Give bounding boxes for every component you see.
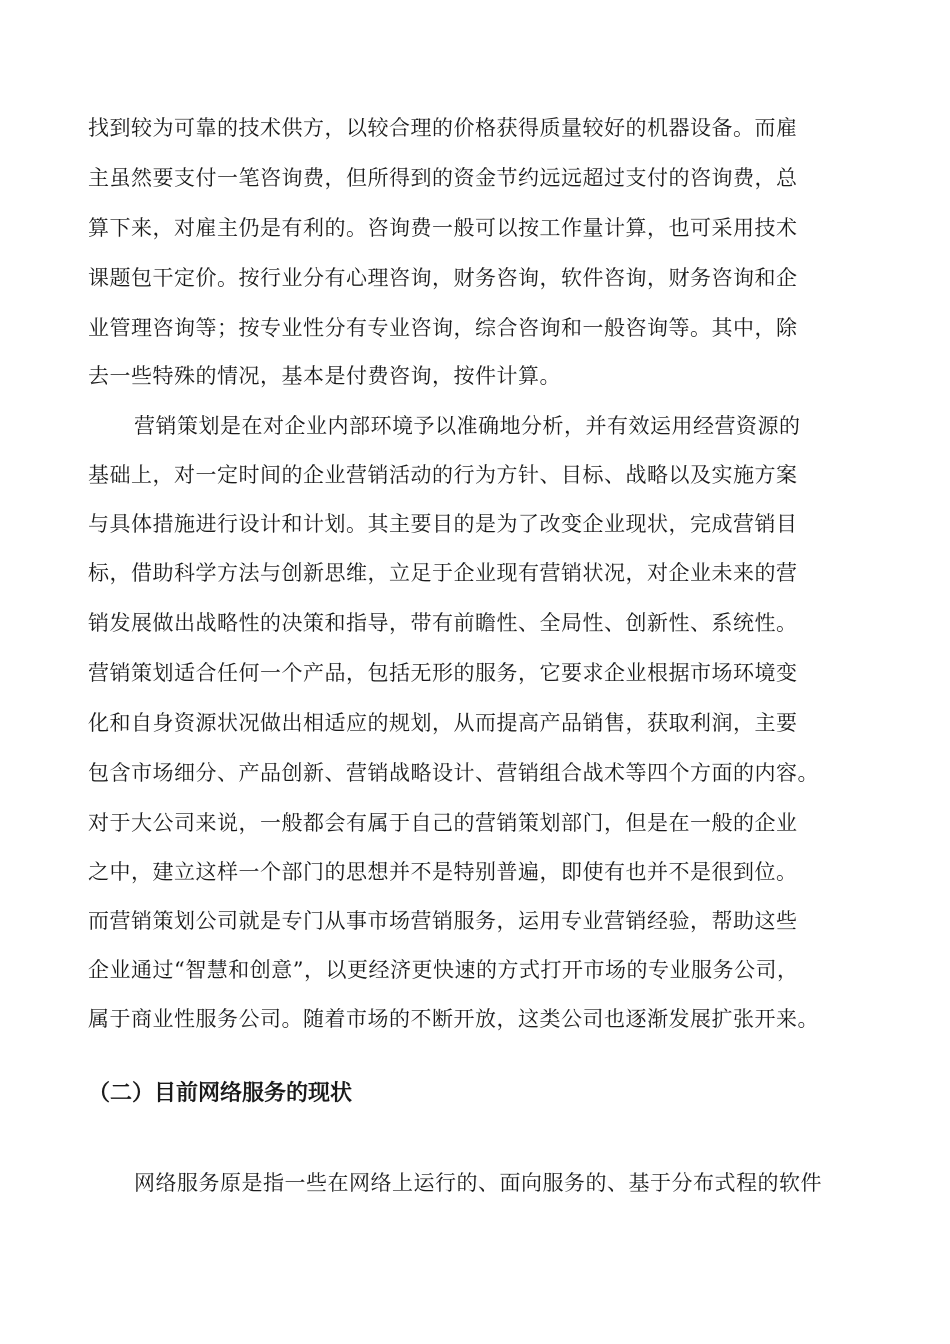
paragraph-2-line-5: 销发展做出战略性的决策和指导，带有前瞻性、全局性、创新性、系统性。 <box>88 611 798 635</box>
paragraph-3-line-1: 网络服务原是指一些在网络上运行的、面向服务的、基于分布式程的软件 <box>134 1171 822 1195</box>
paragraph-2-line-4: 标，借助科学方法与创新思维，立足于企业现有营销状况，对企业未来的营 <box>88 561 798 585</box>
paragraph-2-line-6: 营销策划适合任何一个产品，包括无形的服务，它要求企业根据市场环境变 <box>88 661 798 685</box>
paragraph-2-line-8: 包含市场细分、产品创新、营销战略设计、营销组合战术等四个方面的内容。 <box>88 761 819 785</box>
paragraph-2-line-9: 对于大公司来说，一般都会有属于自己的营销策划部门，但是在一般的企业 <box>88 811 798 835</box>
paragraph-2-line-3: 与具体措施进行设计和计划。其主要目的是为了改变企业现状，完成营销目 <box>88 512 798 536</box>
paragraph-2-line-2: 基础上，对一定时间的企业营销活动的行为方针、目标、战略以及实施方案 <box>88 463 798 487</box>
paragraph-1-line-4: 课题包干定价。按行业分有心理咨询，财务咨询，软件咨询，财务咨询和企 <box>88 266 798 290</box>
paragraph-1-line-5: 业管理咨询等；按专业性分有专业咨询，综合咨询和一般咨询等。其中，除 <box>88 316 798 340</box>
paragraph-2-line-1: 营销策划是在对企业内部环境予以准确地分析，并有效运用经营资源的 <box>134 414 801 438</box>
paragraph-2-line-12: 企业通过“智慧和创意”，以更经济更快速的方式打开市场的专业服务公司， <box>88 958 799 982</box>
section-heading: （二）目前网络服务的现状 <box>88 1081 353 1106</box>
paragraph-2-line-7: 化和自身资源状况做出相适应的规划，从而提高产品销售，获取利润，主要 <box>88 711 798 735</box>
paragraph-2-line-13: 属于商业性服务公司。随着市场的不断开放，这类公司也逐渐发展扩张开来。 <box>88 1007 819 1031</box>
paragraph-1-line-3: 算下来，对雇主仍是有利的。咨询费一般可以按工作量计算，也可采用技术 <box>88 216 798 240</box>
paragraph-2-line-10: 之中，建立这样一个部门的思想并不是特别普遍，即使有也并不是很到位。 <box>88 860 798 884</box>
paragraph-1-line-6: 去一些特殊的情况，基本是付费咨询，按件计算。 <box>88 364 561 388</box>
paragraph-2-line-11: 而营销策划公司就是专门从事市场营销服务，运用专业营销经验，帮助这些 <box>88 909 798 933</box>
paragraph-1-line-2: 主虽然要支付一笔咨询费，但所得到的资金节约远远超过支付的咨询费，总 <box>88 166 798 190</box>
paragraph-1-line-1: 找到较为可靠的技术供方，以较合理的价格获得质量较好的机器设备。而雇 <box>88 116 798 140</box>
